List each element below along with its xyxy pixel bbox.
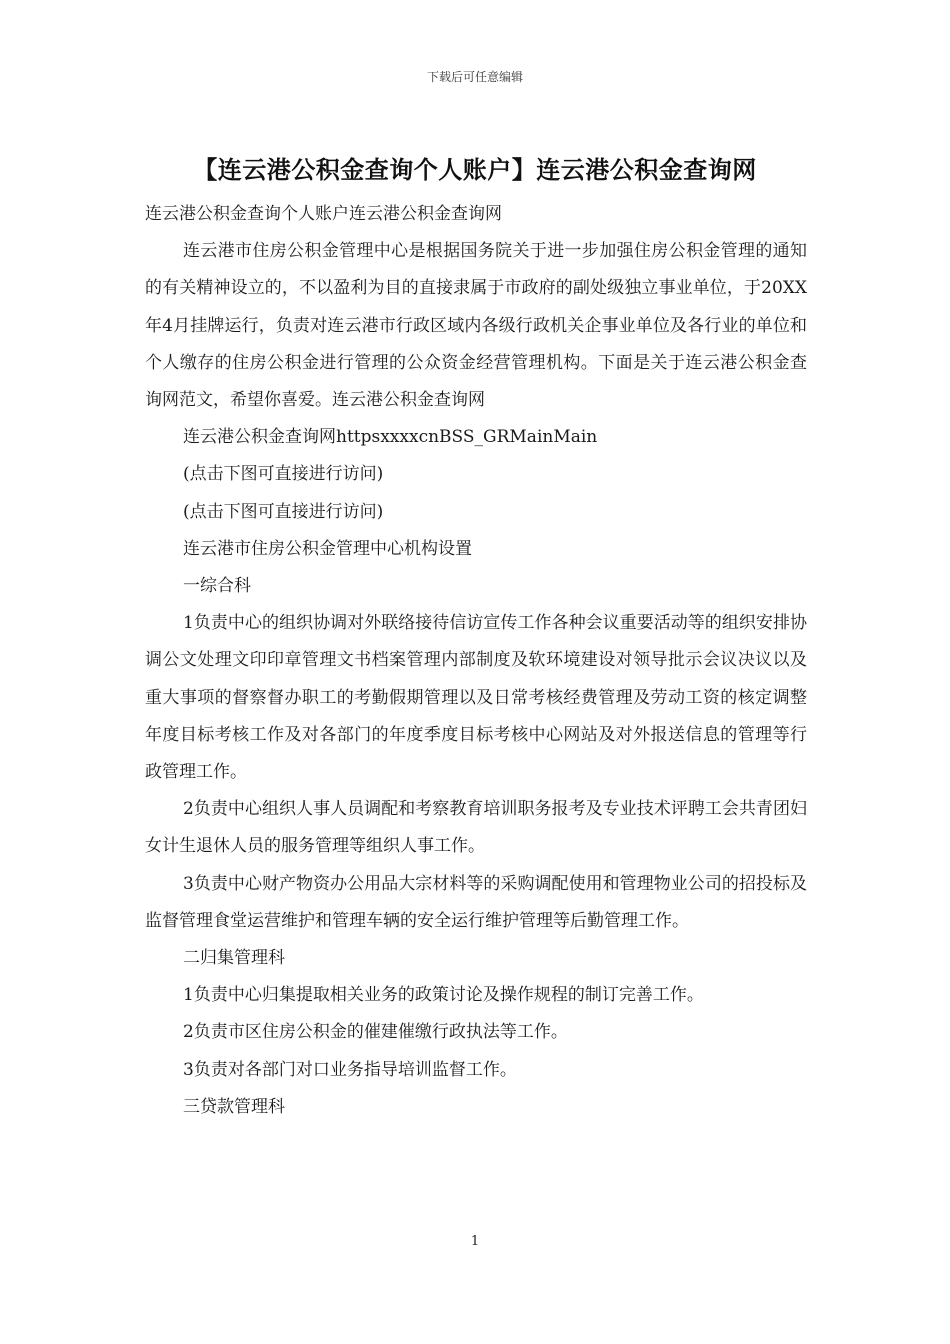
paragraph: (点击下图可直接进行访问) — [183, 501, 384, 522]
document-body — [145, 196, 807, 1126]
paragraph: 1负责中心的组织协调对外联络接待信访宣传工作各种会议重要活动等的组织安排协调公文处理文印印章管理文书档案管理内部制度及软环境建设对领导批示会议决议以及重大事项的督察督办职工的考勤假期管理以及日常考核经费管理及劳动工资的核定调整年度目标考核工作及对各部门的年度季度目标考核中心网站及对外报送信息的管理等行政管理工作。 — [145, 613, 807, 783]
page-number: 1 — [470, 1234, 480, 1249]
paragraph: 连云港市住房公积金管理中心机构设置 — [183, 538, 472, 559]
paragraph: 连云港公积金查询网httpsxxxxcnBSS_GRMainMain — [183, 427, 598, 448]
paragraph: 一综合科 — [183, 576, 251, 597]
paragraph: 三贷款管理科 — [183, 1096, 285, 1117]
paragraph: 连云港公积金查询个人账户连云港公积金查询网 — [145, 204, 502, 224]
paragraph: 3负责对各部门对口业务指导培训监督工作。 — [183, 1059, 517, 1080]
paragraph: 2负责市区住房公积金的催建催缴行政执法等工作。 — [183, 1022, 568, 1043]
paragraph: 2负责中心组织人事人员调配和考察教育培训职务报考及专业技术评聘工会共青团妇女计生退休人员的服务管理等组织人事工作。 — [145, 799, 807, 857]
paragraph: 1负责中心归集提取相关业务的政策讨论及操作规程的制订完善工作。 — [183, 985, 704, 1006]
paragraph: (点击下图可直接进行访问) — [183, 464, 384, 485]
paragraph: 二归集管理科 — [183, 948, 285, 969]
paragraph: 连云港市住房公积金管理中心是根据国务院关于进一步加强住房公积金管理的通知的有关精神设立的，不以盈利为目的直接隶属于市政府的副处级独立事业单位，于20XX年4月挂牌运行，负责对连云港市行政区域内各级行政机关企事业单位及各行业的单位和个人缴存的住房公积金进行管理的公众资金经营管理机构。下面是关于连云港公积金查询网范文，希望你喜爱。连云港公积金查询网 — [145, 241, 807, 411]
document-title: 【连云港公积金查询个人账户】连云港公积金查询网 — [193, 156, 757, 184]
header-note: 下载后可任意编辑 — [426, 70, 523, 84]
paragraph: 3负责中心财产物资办公用品大宗材料等的采购调配使用和管理物业公司的招投标及监督管理食堂运营维护和管理车辆的安全运行维护管理等后勤管理工作。 — [145, 873, 807, 931]
